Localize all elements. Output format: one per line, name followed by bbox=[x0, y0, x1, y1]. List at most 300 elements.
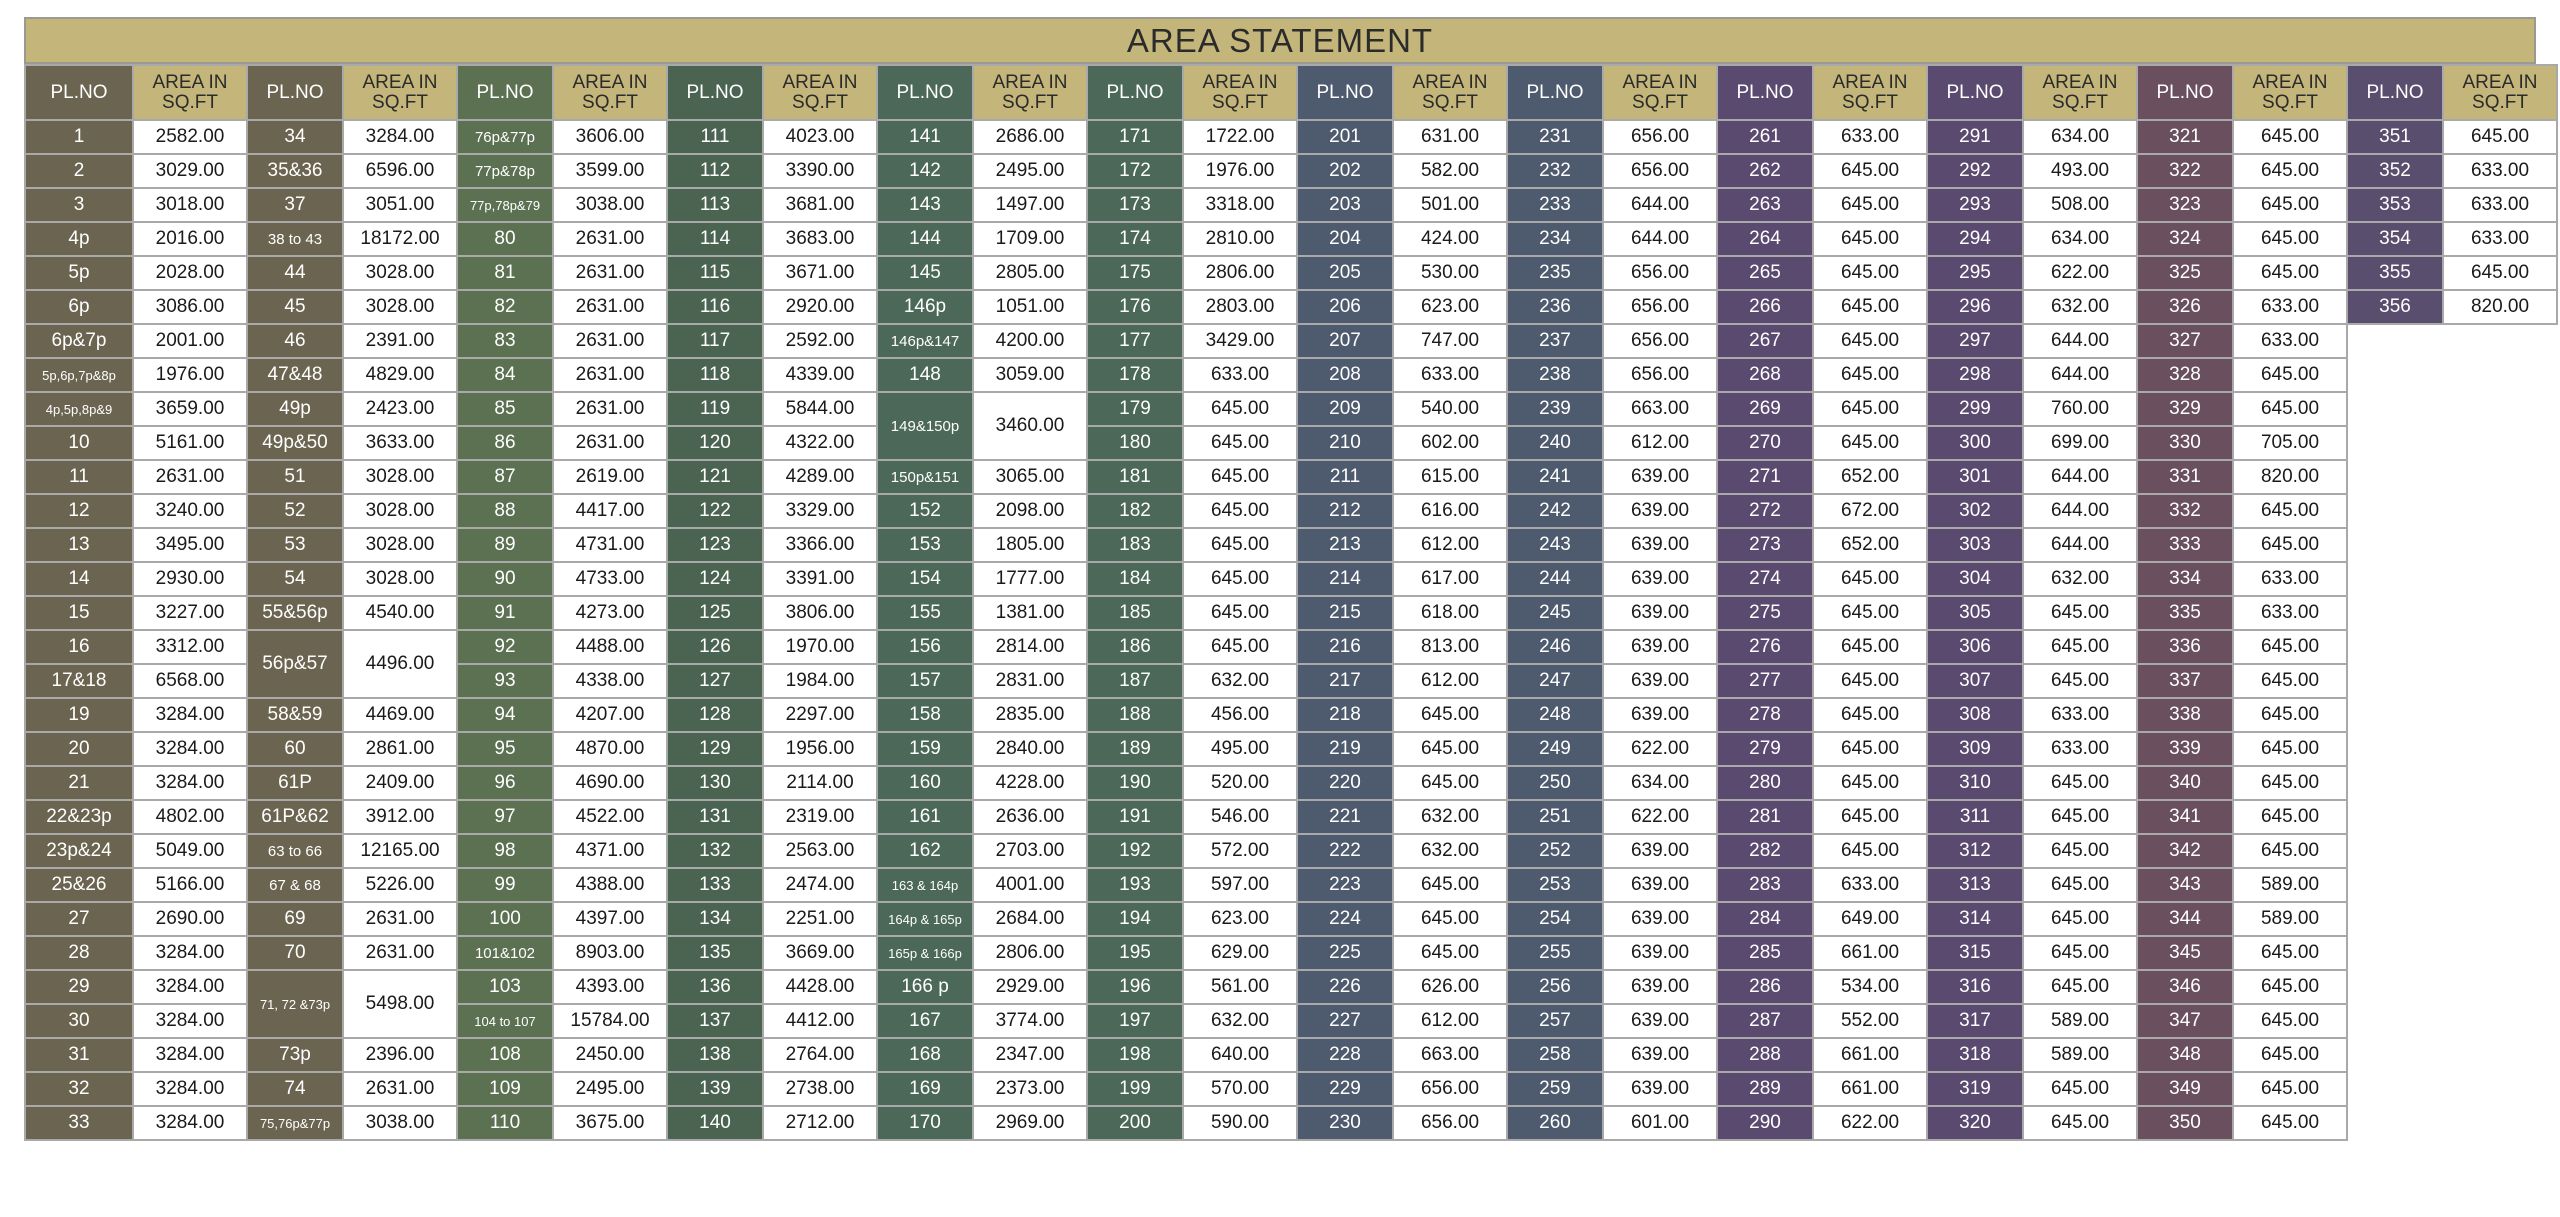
area-cell: 4228.00 bbox=[973, 766, 1087, 800]
plot-no-cell: 181 bbox=[1087, 460, 1183, 494]
plot-no-cell: 242 bbox=[1507, 494, 1603, 528]
area-cell: 645.00 bbox=[1813, 358, 1927, 392]
area-cell: 3028.00 bbox=[343, 494, 457, 528]
area-cell: 645.00 bbox=[2023, 630, 2137, 664]
area-cell: 645.00 bbox=[2233, 1106, 2347, 1140]
plot-no-cell: 5p bbox=[25, 256, 133, 290]
plot-no-cell: 337 bbox=[2137, 664, 2233, 698]
plot-no-cell: 191 bbox=[1087, 800, 1183, 834]
header-plot-no: PL.NO bbox=[1087, 65, 1183, 120]
area-cell: 639.00 bbox=[1603, 834, 1717, 868]
plot-no-cell: 204 bbox=[1297, 222, 1393, 256]
plot-no-cell: 136 bbox=[667, 970, 763, 1004]
area-cell: 645.00 bbox=[2233, 800, 2347, 834]
plot-no-cell: 206 bbox=[1297, 290, 1393, 324]
plot-no-cell: 156 bbox=[877, 630, 973, 664]
empty-cell bbox=[2443, 800, 2557, 834]
area-cell: 2098.00 bbox=[973, 494, 1087, 528]
area-cell: 3028.00 bbox=[343, 256, 457, 290]
plot-no-cell: 103 bbox=[457, 970, 553, 1004]
area-cell: 3329.00 bbox=[763, 494, 877, 528]
plot-no-cell: 255 bbox=[1507, 936, 1603, 970]
area-cell: 645.00 bbox=[2233, 188, 2347, 222]
plot-no-cell: 172 bbox=[1087, 154, 1183, 188]
plot-no-cell: 274 bbox=[1717, 562, 1813, 596]
area-cell: 4207.00 bbox=[553, 698, 667, 732]
area-cell: 639.00 bbox=[1603, 698, 1717, 732]
area-cell: 645.00 bbox=[1183, 494, 1297, 528]
area-cell: 3086.00 bbox=[133, 290, 247, 324]
area-cell: 645.00 bbox=[1813, 834, 1927, 868]
area-cell: 633.00 bbox=[2233, 596, 2347, 630]
area-cell: 645.00 bbox=[1183, 562, 1297, 596]
area-cell: 645.00 bbox=[1393, 732, 1507, 766]
plot-no-cell: 243 bbox=[1507, 528, 1603, 562]
plot-no-cell: 158 bbox=[877, 698, 973, 732]
plot-no-cell: 177 bbox=[1087, 324, 1183, 358]
table-row bbox=[25, 1072, 2557, 1106]
empty-cell bbox=[2443, 766, 2557, 800]
area-cell: 3028.00 bbox=[343, 460, 457, 494]
area-cell: 4289.00 bbox=[763, 460, 877, 494]
empty-cell bbox=[2347, 392, 2443, 426]
plot-no-cell: 282 bbox=[1717, 834, 1813, 868]
plot-no-cell: 94 bbox=[457, 698, 553, 732]
area-cell: 649.00 bbox=[1813, 902, 1927, 936]
area-cell: 645.00 bbox=[2233, 630, 2347, 664]
area-cell: 672.00 bbox=[1813, 494, 1927, 528]
area-cell: 645.00 bbox=[1813, 324, 1927, 358]
plot-no-cell: 1 bbox=[25, 120, 133, 154]
area-cell: 2631.00 bbox=[553, 222, 667, 256]
area-cell: 15784.00 bbox=[553, 1004, 667, 1038]
empty-cell bbox=[2443, 460, 2557, 494]
plot-no-cell: 148 bbox=[877, 358, 973, 392]
area-cell: 2810.00 bbox=[1183, 222, 1297, 256]
plot-no-cell: 13 bbox=[25, 528, 133, 562]
table-row bbox=[25, 290, 2557, 324]
area-cell: 2806.00 bbox=[973, 936, 1087, 970]
table-row bbox=[25, 188, 2557, 222]
area-cell: 2347.00 bbox=[973, 1038, 1087, 1072]
area-cell: 634.00 bbox=[1603, 766, 1717, 800]
plot-no-cell: 19 bbox=[25, 698, 133, 732]
header-plot-no: PL.NO bbox=[1297, 65, 1393, 120]
plot-no-cell: 276 bbox=[1717, 630, 1813, 664]
empty-cell bbox=[2443, 664, 2557, 698]
area-cell: 2391.00 bbox=[343, 324, 457, 358]
plot-no-cell: 17&18 bbox=[25, 664, 133, 698]
area-cell: 3675.00 bbox=[553, 1106, 667, 1140]
area-cell: 645.00 bbox=[1813, 222, 1927, 256]
plot-no-cell: 188 bbox=[1087, 698, 1183, 732]
area-cell: 3227.00 bbox=[133, 596, 247, 630]
plot-no-cell: 297 bbox=[1927, 324, 2023, 358]
area-cell: 820.00 bbox=[2233, 460, 2347, 494]
area-cell: 645.00 bbox=[1813, 800, 1927, 834]
table-row bbox=[25, 256, 2557, 290]
area-cell: 615.00 bbox=[1393, 460, 1507, 494]
plot-no-cell: 237 bbox=[1507, 324, 1603, 358]
plot-no-cell: 355 bbox=[2347, 256, 2443, 290]
plot-no-cell: 222 bbox=[1297, 834, 1393, 868]
empty-cell bbox=[2443, 936, 2557, 970]
area-cell: 2861.00 bbox=[343, 732, 457, 766]
plot-no-cell: 51 bbox=[247, 460, 343, 494]
plot-no-cell: 293 bbox=[1927, 188, 2023, 222]
plot-no-cell: 128 bbox=[667, 698, 763, 732]
plot-no-cell: 291 bbox=[1927, 120, 2023, 154]
table-row bbox=[25, 630, 2557, 664]
plot-no-cell: 205 bbox=[1297, 256, 1393, 290]
plot-no-cell: 171 bbox=[1087, 120, 1183, 154]
plot-no-cell: 123 bbox=[667, 528, 763, 562]
area-cell: 3038.00 bbox=[343, 1106, 457, 1140]
area-cell: 645.00 bbox=[1813, 630, 1927, 664]
plot-no-cell: 316 bbox=[1927, 970, 2023, 1004]
plot-no-cell: 308 bbox=[1927, 698, 2023, 732]
plot-no-cell: 126 bbox=[667, 630, 763, 664]
plot-no-cell: 298 bbox=[1927, 358, 2023, 392]
plot-no-cell: 20 bbox=[25, 732, 133, 766]
area-cell: 2636.00 bbox=[973, 800, 1087, 834]
plot-no-cell: 11 bbox=[25, 460, 133, 494]
plot-no-cell: 343 bbox=[2137, 868, 2233, 902]
area-cell: 645.00 bbox=[1813, 766, 1927, 800]
table-row bbox=[25, 324, 2557, 358]
plot-no-cell: 37 bbox=[247, 188, 343, 222]
table-row bbox=[25, 698, 2557, 732]
area-cell: 2631.00 bbox=[553, 392, 667, 426]
area-cell: 520.00 bbox=[1183, 766, 1297, 800]
plot-no-cell: 122 bbox=[667, 494, 763, 528]
plot-no-cell: 260 bbox=[1507, 1106, 1603, 1140]
empty-cell bbox=[2443, 868, 2557, 902]
plot-no-cell: 183 bbox=[1087, 528, 1183, 562]
plot-no-cell: 277 bbox=[1717, 664, 1813, 698]
area-cell: 501.00 bbox=[1393, 188, 1507, 222]
area-cell: 4488.00 bbox=[553, 630, 667, 664]
area-cell: 3606.00 bbox=[553, 120, 667, 154]
plot-no-cell: 228 bbox=[1297, 1038, 1393, 1072]
area-cell: 639.00 bbox=[1603, 902, 1717, 936]
empty-cell bbox=[2347, 562, 2443, 596]
plot-no-cell: 190 bbox=[1087, 766, 1183, 800]
plot-no-cell: 47&48 bbox=[247, 358, 343, 392]
empty-cell bbox=[2443, 1072, 2557, 1106]
area-cell: 652.00 bbox=[1813, 460, 1927, 494]
plot-no-cell: 132 bbox=[667, 834, 763, 868]
area-cell: 645.00 bbox=[2233, 698, 2347, 732]
plot-no-cell: 348 bbox=[2137, 1038, 2233, 1072]
header-area: AREA IN SQ.FT bbox=[763, 65, 877, 120]
plot-no-cell: 249 bbox=[1507, 732, 1603, 766]
plot-no-cell: 91 bbox=[457, 596, 553, 630]
area-cell: 623.00 bbox=[1393, 290, 1507, 324]
plot-no-cell: 295 bbox=[1927, 256, 2023, 290]
plot-no-cell: 207 bbox=[1297, 324, 1393, 358]
area-cell: 645.00 bbox=[1813, 596, 1927, 630]
area-cell: 3284.00 bbox=[133, 936, 247, 970]
area-cell: 645.00 bbox=[2233, 1072, 2347, 1106]
plot-no-cell: 145 bbox=[877, 256, 973, 290]
plot-no-cell: 202 bbox=[1297, 154, 1393, 188]
plot-no-cell: 216 bbox=[1297, 630, 1393, 664]
area-cell: 5226.00 bbox=[343, 868, 457, 902]
area-cell: 633.00 bbox=[1393, 358, 1507, 392]
area-cell: 12165.00 bbox=[343, 834, 457, 868]
area-cell: 2631.00 bbox=[343, 936, 457, 970]
header-row bbox=[25, 65, 2557, 120]
plot-no-cell: 86 bbox=[457, 426, 553, 460]
area-cell: 4417.00 bbox=[553, 494, 667, 528]
area-cell: 632.00 bbox=[2023, 290, 2137, 324]
area-cell: 1722.00 bbox=[1183, 120, 1297, 154]
plot-no-cell: 85 bbox=[457, 392, 553, 426]
area-cell: 3391.00 bbox=[763, 562, 877, 596]
area-cell: 644.00 bbox=[2023, 528, 2137, 562]
area-cell: 645.00 bbox=[2023, 970, 2137, 1004]
area-cell: 645.00 bbox=[2023, 800, 2137, 834]
plot-no-cell: 251 bbox=[1507, 800, 1603, 834]
plot-no-cell: 124 bbox=[667, 562, 763, 596]
area-cell: 612.00 bbox=[1393, 1004, 1507, 1038]
area-cell: 663.00 bbox=[1603, 392, 1717, 426]
plot-no-cell: 341 bbox=[2137, 800, 2233, 834]
area-cell: 3774.00 bbox=[973, 1004, 1087, 1038]
plot-no-cell: 258 bbox=[1507, 1038, 1603, 1072]
plot-no-cell: 342 bbox=[2137, 834, 2233, 868]
plot-no-cell: 70 bbox=[247, 936, 343, 970]
area-cell: 645.00 bbox=[2233, 936, 2347, 970]
plot-no-cell: 67 & 68 bbox=[247, 868, 343, 902]
plot-no-cell: 248 bbox=[1507, 698, 1603, 732]
table-row bbox=[25, 970, 2557, 1004]
plot-no-cell: 278 bbox=[1717, 698, 1813, 732]
area-cell: 656.00 bbox=[1603, 256, 1717, 290]
area-cell: 3284.00 bbox=[133, 1038, 247, 1072]
plot-no-cell: 155 bbox=[877, 596, 973, 630]
plot-no-cell: 232 bbox=[1507, 154, 1603, 188]
plot-no-cell: 279 bbox=[1717, 732, 1813, 766]
area-cell: 633.00 bbox=[2023, 732, 2137, 766]
area-cell: 633.00 bbox=[2443, 188, 2557, 222]
empty-cell bbox=[2443, 902, 2557, 936]
plot-no-cell: 333 bbox=[2137, 528, 2233, 562]
plot-no-cell: 71, 72 &73p bbox=[247, 970, 343, 1038]
plot-no-cell: 200 bbox=[1087, 1106, 1183, 1140]
area-cell: 3312.00 bbox=[133, 630, 247, 664]
plot-no-cell: 5p,6p,7p&8p bbox=[25, 358, 133, 392]
empty-cell bbox=[2443, 358, 2557, 392]
area-cell: 493.00 bbox=[2023, 154, 2137, 188]
area-cell: 3912.00 bbox=[343, 800, 457, 834]
area-cell: 3659.00 bbox=[133, 392, 247, 426]
area-cell: 633.00 bbox=[2233, 562, 2347, 596]
area-cell: 3318.00 bbox=[1183, 188, 1297, 222]
plot-no-cell: 134 bbox=[667, 902, 763, 936]
area-cell: 626.00 bbox=[1393, 970, 1507, 1004]
area-cell: 2831.00 bbox=[973, 664, 1087, 698]
plot-no-cell: 199 bbox=[1087, 1072, 1183, 1106]
plot-no-cell: 29 bbox=[25, 970, 133, 1004]
empty-cell bbox=[2347, 800, 2443, 834]
plot-no-cell: 108 bbox=[457, 1038, 553, 1072]
area-cell: 645.00 bbox=[1813, 392, 1927, 426]
plot-no-cell: 324 bbox=[2137, 222, 2233, 256]
header-area: AREA IN SQ.FT bbox=[973, 65, 1087, 120]
plot-no-cell: 21 bbox=[25, 766, 133, 800]
table-row bbox=[25, 494, 2557, 528]
area-cell: 633.00 bbox=[2023, 698, 2137, 732]
area-cell: 2814.00 bbox=[973, 630, 1087, 664]
plot-no-cell: 170 bbox=[877, 1106, 973, 1140]
area-cell: 656.00 bbox=[1603, 358, 1717, 392]
plot-no-cell: 327 bbox=[2137, 324, 2233, 358]
area-cell: 601.00 bbox=[1603, 1106, 1717, 1140]
plot-no-cell: 119 bbox=[667, 392, 763, 426]
plot-no-cell: 350 bbox=[2137, 1106, 2233, 1140]
area-cell: 4829.00 bbox=[343, 358, 457, 392]
area-cell: 652.00 bbox=[1813, 528, 1927, 562]
area-cell: 424.00 bbox=[1393, 222, 1507, 256]
plot-no-cell: 3 bbox=[25, 188, 133, 222]
plot-no-cell: 305 bbox=[1927, 596, 2023, 630]
plot-no-cell: 33 bbox=[25, 1106, 133, 1140]
area-cell: 4731.00 bbox=[553, 528, 667, 562]
area-cell: 4371.00 bbox=[553, 834, 667, 868]
plot-no-cell: 233 bbox=[1507, 188, 1603, 222]
area-cell: 645.00 bbox=[1393, 936, 1507, 970]
empty-cell bbox=[2443, 596, 2557, 630]
empty-cell bbox=[2347, 970, 2443, 1004]
area-cell: 645.00 bbox=[2233, 120, 2347, 154]
plot-no-cell: 210 bbox=[1297, 426, 1393, 460]
area-cell: 3495.00 bbox=[133, 528, 247, 562]
header-area: AREA IN SQ.FT bbox=[133, 65, 247, 120]
area-cell: 3028.00 bbox=[343, 562, 457, 596]
plot-no-cell: 80 bbox=[457, 222, 553, 256]
plot-no-cell: 88 bbox=[457, 494, 553, 528]
area-cell: 2631.00 bbox=[553, 290, 667, 324]
area-cell: 552.00 bbox=[1813, 1004, 1927, 1038]
area-cell: 645.00 bbox=[2233, 528, 2347, 562]
area-cell: 623.00 bbox=[1183, 902, 1297, 936]
plot-no-cell: 275 bbox=[1717, 596, 1813, 630]
area-statement-title: AREA STATEMENT bbox=[24, 17, 2536, 64]
plot-no-cell: 330 bbox=[2137, 426, 2233, 460]
area-cell: 3284.00 bbox=[133, 1106, 247, 1140]
plot-no-cell: 224 bbox=[1297, 902, 1393, 936]
plot-no-cell: 208 bbox=[1297, 358, 1393, 392]
plot-no-cell: 270 bbox=[1717, 426, 1813, 460]
area-cell: 661.00 bbox=[1813, 936, 1927, 970]
area-cell: 590.00 bbox=[1183, 1106, 1297, 1140]
area-cell: 656.00 bbox=[1603, 120, 1717, 154]
area-cell: 495.00 bbox=[1183, 732, 1297, 766]
plot-no-cell: 109 bbox=[457, 1072, 553, 1106]
area-cell: 1777.00 bbox=[973, 562, 1087, 596]
plot-no-cell: 137 bbox=[667, 1004, 763, 1038]
table-row bbox=[25, 596, 2557, 630]
plot-no-cell: 82 bbox=[457, 290, 553, 324]
area-cell: 639.00 bbox=[1603, 494, 1717, 528]
plot-no-cell: 265 bbox=[1717, 256, 1813, 290]
area-cell: 2969.00 bbox=[973, 1106, 1087, 1140]
area-cell: 4412.00 bbox=[763, 1004, 877, 1038]
plot-no-cell: 95 bbox=[457, 732, 553, 766]
header-plot-no: PL.NO bbox=[1927, 65, 2023, 120]
plot-no-cell: 100 bbox=[457, 902, 553, 936]
plot-no-cell: 63 to 66 bbox=[247, 834, 343, 868]
area-cell: 3018.00 bbox=[133, 188, 247, 222]
plot-no-cell: 290 bbox=[1717, 1106, 1813, 1140]
area-cell: 2930.00 bbox=[133, 562, 247, 596]
area-cell: 705.00 bbox=[2233, 426, 2347, 460]
plot-no-cell: 38 to 43 bbox=[247, 222, 343, 256]
area-cell: 6596.00 bbox=[343, 154, 457, 188]
plot-no-cell: 212 bbox=[1297, 494, 1393, 528]
area-cell: 534.00 bbox=[1813, 970, 1927, 1004]
empty-cell bbox=[2347, 902, 2443, 936]
plot-no-cell: 250 bbox=[1507, 766, 1603, 800]
area-cell: 3806.00 bbox=[763, 596, 877, 630]
area-cell: 661.00 bbox=[1813, 1072, 1927, 1106]
area-cell: 639.00 bbox=[1603, 630, 1717, 664]
area-cell: 2764.00 bbox=[763, 1038, 877, 1072]
plot-no-cell: 30 bbox=[25, 1004, 133, 1038]
plot-no-cell: 273 bbox=[1717, 528, 1813, 562]
plot-no-cell: 235 bbox=[1507, 256, 1603, 290]
area-cell: 4023.00 bbox=[763, 120, 877, 154]
plot-no-cell: 75,76p&77p bbox=[247, 1106, 343, 1140]
plot-no-cell: 302 bbox=[1927, 494, 2023, 528]
area-cell: 633.00 bbox=[2233, 290, 2347, 324]
plot-no-cell: 22&23p bbox=[25, 800, 133, 834]
plot-no-cell: 352 bbox=[2347, 154, 2443, 188]
area-cell: 2805.00 bbox=[973, 256, 1087, 290]
plot-no-cell: 335 bbox=[2137, 596, 2233, 630]
plot-no-cell: 238 bbox=[1507, 358, 1603, 392]
area-cell: 2631.00 bbox=[553, 324, 667, 358]
area-cell: 1051.00 bbox=[973, 290, 1087, 324]
area-cell: 2738.00 bbox=[763, 1072, 877, 1106]
plot-no-cell: 209 bbox=[1297, 392, 1393, 426]
plot-no-cell: 320 bbox=[1927, 1106, 2023, 1140]
empty-cell bbox=[2347, 1072, 2443, 1106]
area-cell: 645.00 bbox=[2233, 834, 2347, 868]
area-cell: 508.00 bbox=[2023, 188, 2137, 222]
plot-no-cell: 130 bbox=[667, 766, 763, 800]
area-cell: 663.00 bbox=[1393, 1038, 1507, 1072]
area-cell: 645.00 bbox=[2233, 1004, 2347, 1038]
plot-no-cell: 173 bbox=[1087, 188, 1183, 222]
plot-no-cell: 99 bbox=[457, 868, 553, 902]
area-cell: 2631.00 bbox=[133, 460, 247, 494]
area-cell: 2806.00 bbox=[1183, 256, 1297, 290]
area-cell: 2686.00 bbox=[973, 120, 1087, 154]
area-cell: 2840.00 bbox=[973, 732, 1087, 766]
area-cell: 632.00 bbox=[1183, 664, 1297, 698]
plot-no-cell: 162 bbox=[877, 834, 973, 868]
area-cell: 1976.00 bbox=[133, 358, 247, 392]
area-cell: 2582.00 bbox=[133, 120, 247, 154]
area-cell: 612.00 bbox=[1603, 426, 1717, 460]
plot-no-cell: 133 bbox=[667, 868, 763, 902]
plot-no-cell: 74 bbox=[247, 1072, 343, 1106]
table-row bbox=[25, 868, 2557, 902]
area-cell: 3284.00 bbox=[133, 732, 247, 766]
